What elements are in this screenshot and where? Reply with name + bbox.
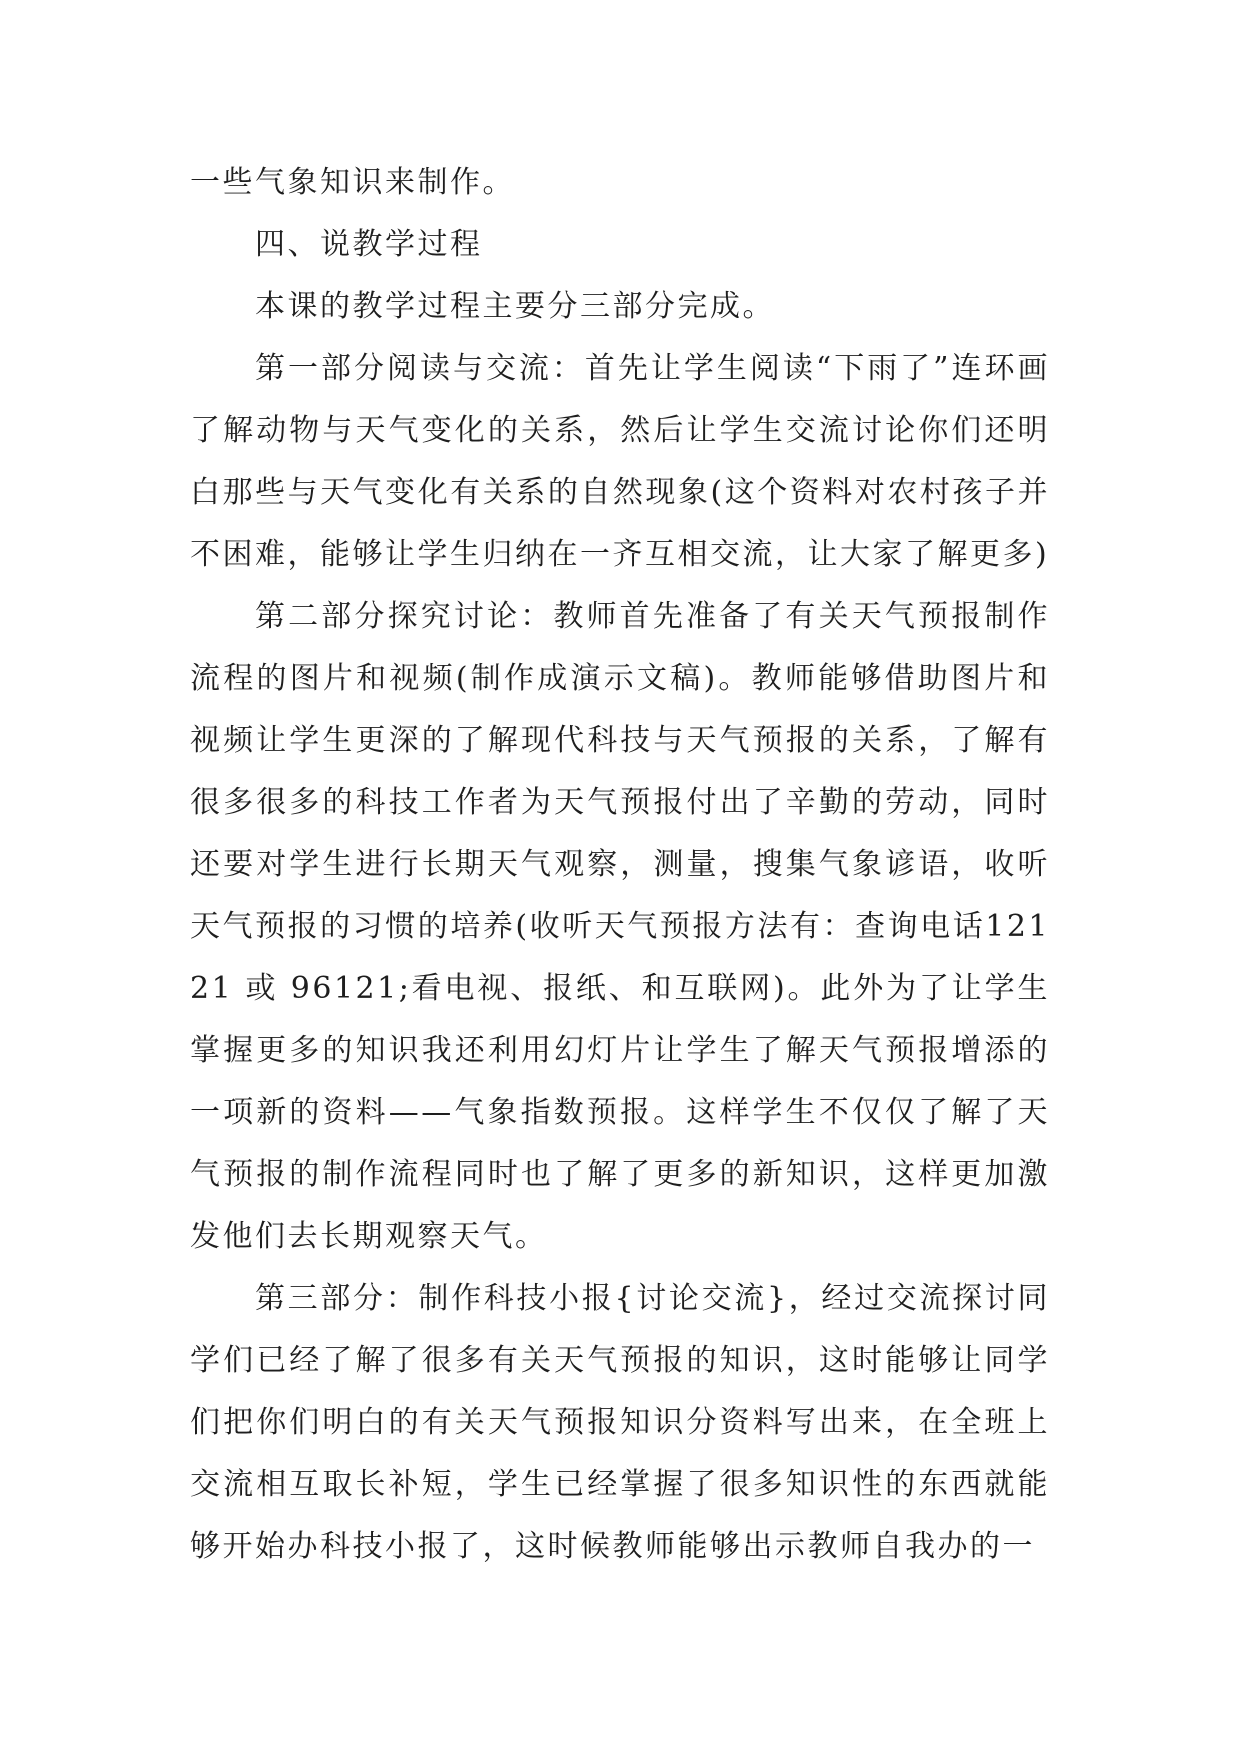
section-heading: 四、说教学过程 <box>255 227 483 262</box>
paragraph-part-one: 第一部分阅读与交流：首先让学生阅读“下雨了”连环画了解动物与天气变化的关系，然后让学生交流讨论你们还明白那些与天气变化有关系的自然现象(这个资料对农村孩子并不困难，能够让学生归纳在一齐互相交流，让大家了解更多) <box>190 351 1050 572</box>
paragraph-part-three: 第三部分：制作科技小报{讨论交流}，经过交流探讨同学们已经了解了很多有关天气预报的知识，这时能够让同学们把你们明白的有关天气预报知识分资料写出来，在全班上交流相互取长补短，学生已经掌握了很多知识性的东西就能够开始办科技小报了，这时候教师能够出示教师自我办的一 <box>190 1281 1050 1564</box>
paragraph-intro: 本课的教学过程主要分三部分完成。 <box>255 289 775 324</box>
paragraph-continuation: 一些气象知识来制作。 <box>190 165 515 200</box>
paragraph-part-two: 第二部分探究讨论：教师首先准备了有关天气预报制作流程的图片和视频(制作成演示文稿)。教师能够借助图片和视频让学生更深的了解现代科技与天气预报的关系，了解有很多很多的科技工作者为天气预报付出了辛勤的劳动，同时还要对学生进行长期天气观察，测量，搜集气象谚语，收听天气预报的习惯的培养(收听天气预报方法有：查询电话12121 或 96121;看电视、报纸、和互联网)。此外为了让学生掌握更多的知识我还利用幻灯片让学生了解天气预报增添的一项新的资料——气象指数预报。这样学生不仅仅了解了天气预报的制作流程同时也了解了更多的新知识，这样更加激发他们去长期观察天气。 <box>190 599 1050 1254</box>
document-body <box>190 152 1050 1578</box>
